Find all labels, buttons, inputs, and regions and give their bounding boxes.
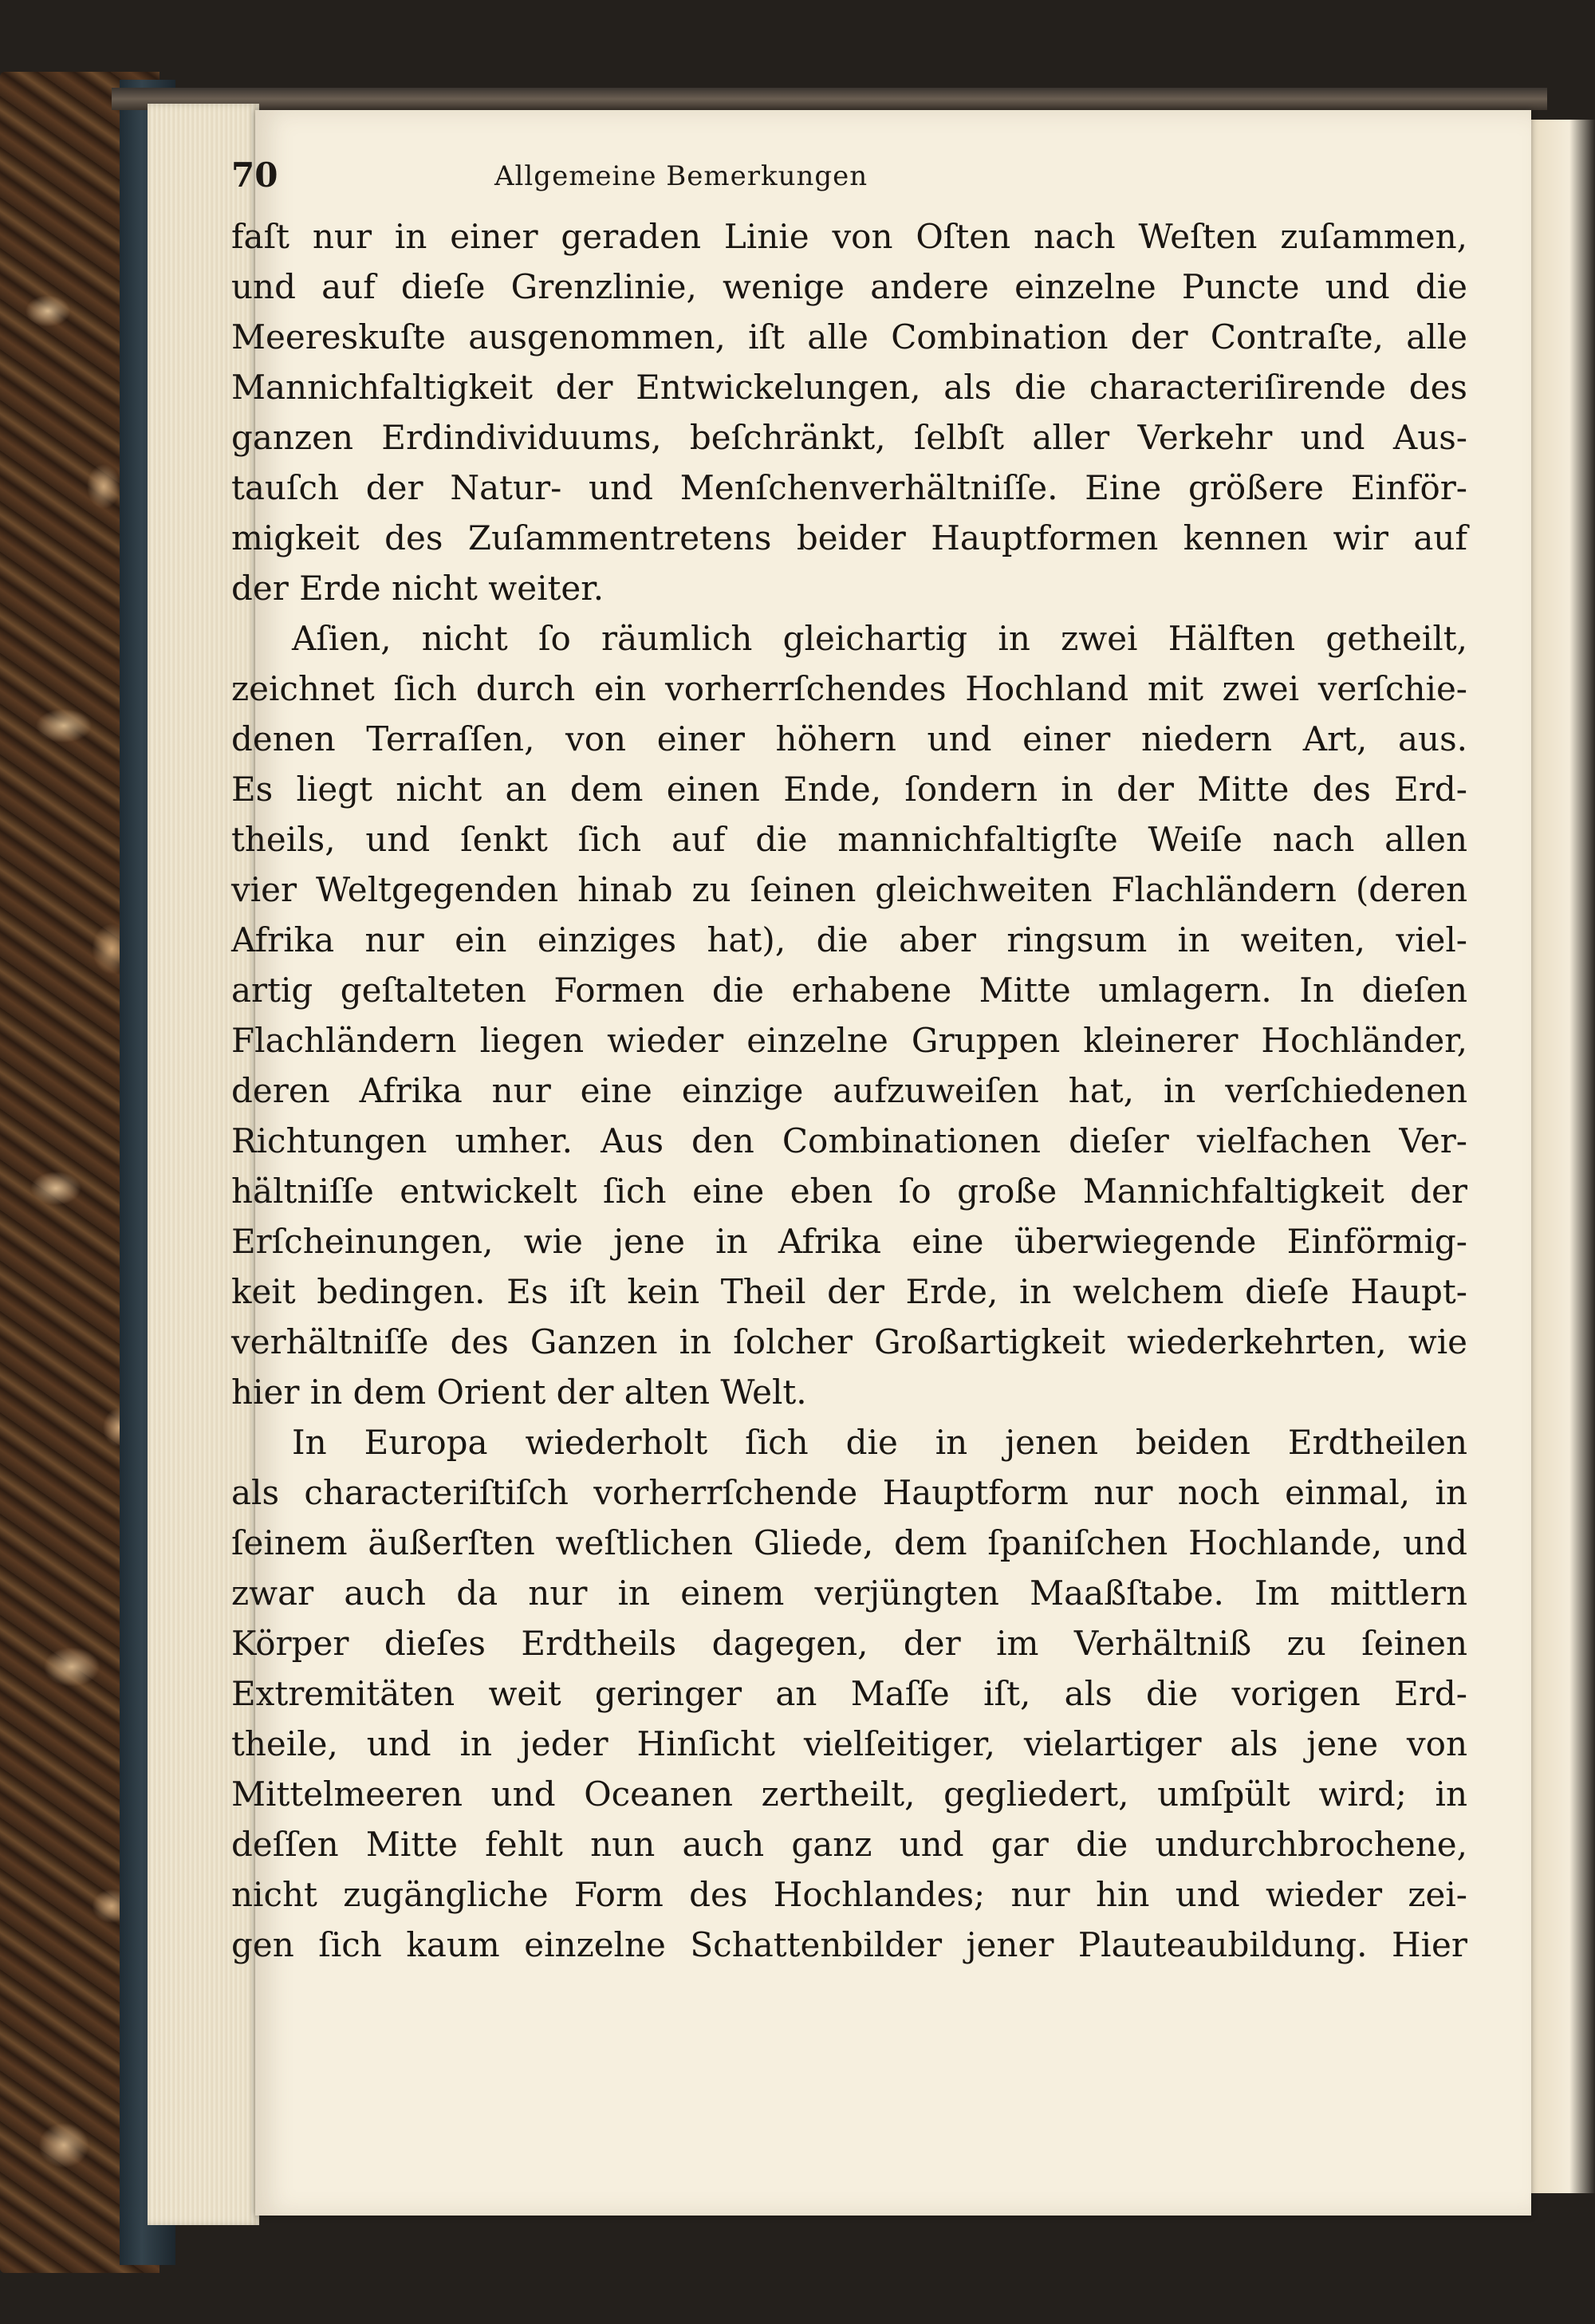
text-line: theils, und ſenkt ſich auf die mannichfaltigſte Weiſe nach allen <box>231 820 1467 859</box>
text-line: Richtungen umher. Aus den Combinationen dieſer vielfachen Ver- <box>231 1121 1467 1160</box>
text-line: Flachländern liegen wieder einzelne Gruppen kleinerer Hochländer, <box>231 1021 1467 1060</box>
text-line: nicht zugängliche Form des Hochlandes; nur hin und wieder zei- <box>231 1875 1467 1914</box>
text-line: und auf dieſe Grenzlinie, wenige andere einzelne Puncte und die <box>231 267 1467 306</box>
text-line: Körper dieſes Erdtheils dagegen, der im Verhältniß zu ſeinen <box>231 1624 1467 1663</box>
page-number: 70 <box>231 156 278 195</box>
text-line: Es liegt nicht an dem einen Ende, ſondern in der Mitte des Erd- <box>231 770 1467 809</box>
text-line: migkeit des Zuſammentretens beider Hauptformen kennen wir auf <box>231 518 1467 557</box>
text-line: ſeinem äußerſten weſtlichen Gliede, dem ſpaniſchen Hochlande, und <box>231 1523 1467 1562</box>
text-line: tauſch der Natur- und Menſchenverhältniſſe. Eine größere Einför- <box>231 468 1467 507</box>
text-line: Meereskuſte ausgenommen, iſt alle Combination der Contraſte, alle <box>231 317 1467 356</box>
text-line: artig geſtalteten Formen die erhabene Mitte umlagern. In dieſen <box>231 971 1467 1010</box>
text-line: ganzen Erdindividuums, beſchränkt, ſelbſt aller Verkehr und Aus- <box>231 418 1467 457</box>
text-line: denen Terraſſen, von einer höhern und einer niedern Art, aus. <box>231 719 1467 758</box>
text-line: keit bedingen. Es iſt kein Theil der Erde, in welchem dieſe Haupt- <box>231 1272 1467 1311</box>
text-line: hier in dem Orient der alten Welt. <box>231 1373 807 1412</box>
text-line: als characteriſtiſch vorherrſchende Hauptform nur noch einmal, in <box>231 1473 1467 1512</box>
body-text <box>231 211 1467 1970</box>
page-header <box>231 156 1188 203</box>
text-line: deſſen Mitte fehlt nun auch ganz und gar die undurchbrochene, <box>231 1825 1467 1864</box>
text-line: gen ſich kaum einzelne Schattenbilder jener Plauteaubildung. Hier <box>231 1925 1467 1964</box>
running-head: Allgemeine Bemerkungen <box>494 160 868 192</box>
text-line: Afrika nur ein einziges hat), die aber ringsum in weiten, viel- <box>231 920 1467 959</box>
text-line: faſt nur in einer geraden Linie von Oſten nach Weſten zuſammen, <box>231 217 1467 256</box>
text-line: deren Afrika nur eine einzige aufzuweiſen hat, in verſchiedenen <box>231 1071 1467 1110</box>
text-line: Mannichfaltigkeit der Entwickelungen, als die characteriſirende des <box>231 368 1467 407</box>
text-line: Extremitäten weit geringer an Maſſe iſt, als die vorigen Erd- <box>231 1674 1467 1713</box>
text-line: theile, und in jeder Hinſicht vielſeitiger, vielartiger als jene von <box>231 1724 1467 1763</box>
binding-strip <box>112 88 1547 110</box>
text-line: der Erde nicht weiter. <box>231 569 605 608</box>
text-line: zwar auch da nur in einem verjüngten Maaßſtabe. Im mittlern <box>231 1574 1467 1613</box>
text-line: Erſcheinungen, wie jene in Afrika eine überwiegende Einförmig- <box>231 1222 1467 1261</box>
text-line: In Europa wiederholt ſich die in jenen beiden Erdtheilen <box>292 1423 1467 1462</box>
text-line: vier Weltgegenden hinab zu ſeinen gleichweiten Flachländern (deren <box>231 870 1467 909</box>
text-line: Aſien, nicht ſo räumlich gleichartig in zwei Hälften getheilt, <box>292 619 1467 658</box>
text-line: hältniſſe entwickelt ſich eine eben ſo große Mannichfaltigkeit der <box>231 1172 1467 1211</box>
text-line: Mittelmeeren und Oceanen zertheilt, gegliedert, umſpült wird; in <box>231 1775 1467 1814</box>
facing-page-edge <box>1531 120 1595 2193</box>
text-line: verhältniſſe des Ganzen in ſolcher Großartigkeit wiederkehrten, wie <box>231 1322 1467 1361</box>
text-line: zeichnet ſich durch ein vorherrſchendes Hochland mit zwei verſchie- <box>231 669 1467 708</box>
